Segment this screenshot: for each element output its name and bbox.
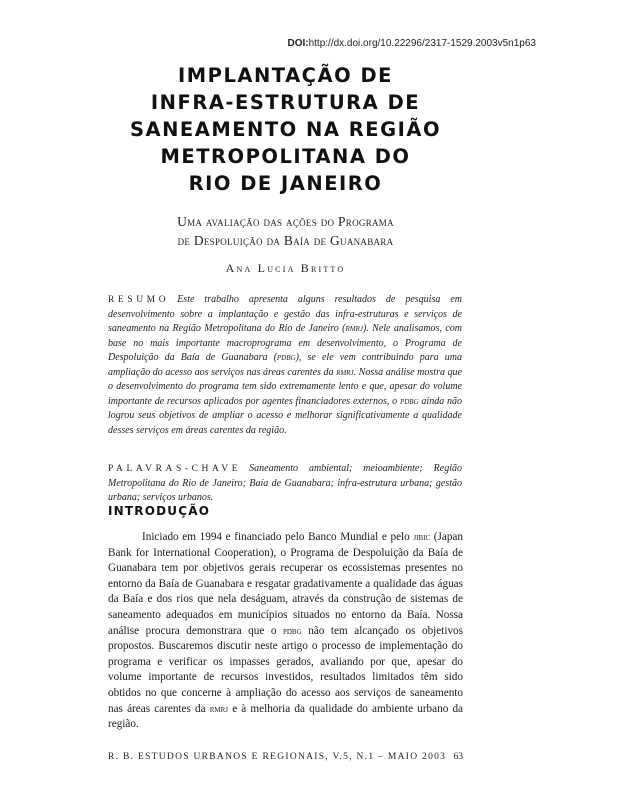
body-text: Iniciado em 1994 e financiado pelo Banco Mundial e pelo (142, 531, 414, 543)
abstract-label: RESUMO (108, 295, 170, 305)
keywords-text: Saneamento ambiental; meioambiente; Região Metropolitana do Rio de Janeiro; Baía de Guanabara; infra-estrutura urbana; gestão urbana; serviços urbanos. (108, 463, 462, 503)
doi-label: DOI: (287, 38, 309, 49)
subtitle-line: Uma avaliação das ações do Programa (177, 214, 394, 229)
acronym: rmrj (336, 367, 354, 378)
page-number: 63 (453, 752, 463, 762)
acronym: pdbg (282, 625, 302, 637)
abstract-text: ), se ele vem contribuindo para uma ampliação do acesso aos serviços nas áreas carentes da (108, 352, 462, 378)
title-line: INFRA-ESTRUTURA DE (150, 91, 421, 114)
acronym: rmrj (209, 703, 229, 715)
title-line: IMPLANTAÇÃO DE (178, 64, 393, 87)
acronym: pdbg (276, 353, 296, 363)
body-text: e à melhoria da qualidade do ambiente urbano da região. (108, 702, 464, 731)
title-line: RIO DE JANEIRO (188, 172, 383, 195)
subtitle-line: de Despoluição da Baía de Guanabara (177, 233, 394, 248)
page-footer (108, 752, 463, 766)
acronym: rmrj (345, 324, 363, 334)
doi-line (287, 38, 536, 49)
abstract-text: . Nossa análise mostra que o desenvolvimento do programa tem sido extremamente lento e que, apesar do volume importante de recursos aplicados por agentes financiadores externos, o (108, 366, 462, 407)
article-subtitle (108, 212, 463, 250)
abstract (108, 293, 462, 438)
doi-link[interactable]: http://dx.doi.org/10.22296/2317-1529.2003v5n1p63 (308, 38, 536, 49)
abstract-text: ). Nele analisamos, com base no mais importante macroprograma em desenvolvimento, o Programa de Despoluição da Baía de Guanabara ( (108, 323, 462, 363)
body-paragraph (108, 530, 463, 733)
acronym: jibic (413, 532, 431, 543)
journal-citation: R. B. ESTUDOS URBANOS E REGIONAIS, V.5, N.1 – MAIO 2003 (108, 752, 447, 762)
body-text: não tem alcançado os objetivos propostos. Buscaremos discutir neste artigo o processo de implementação do programa e verificar os impasses gerados, avaliando por que, apesar do volume importante de recursos investidos, resultados limitados têm sido obtidos no que concerne à ampliação do acesso aos serviços de saneamento nas áreas carentes da (108, 624, 463, 715)
abstract-text: ainda não logrou seus objetivos de ampliar o acesso e melhorar significativamente a qualidade desses serviços em áreas carentes da região. (108, 395, 462, 436)
section-heading: INTRODUÇÃO (108, 504, 211, 518)
article-title (108, 62, 463, 197)
keywords (108, 462, 462, 506)
keywords-label: PALAVRAS-CHAVE (108, 464, 242, 474)
abstract-text: Este trabalho apresenta alguns resultados de pesquisa em desenvolvimento sobre a implantação e gestão das infra-estruturas e serviços de saneamento na Região Metropolitana do Rio de Janeiro ( (108, 294, 462, 334)
title-line: METROPOLITANA DO (160, 145, 411, 168)
title-line: SANEAMENTO NA REGIÃO (129, 118, 442, 141)
acronym: pdbg (399, 396, 419, 407)
body-text: (Japan Bank for International Cooperation), o Programa de Despoluição da Baía de Guanabara tem por objetivos gerais recuperar os ecossistemas presentes no entorno da Baía de Guanabara e resgatar gradativamente a qualidade das águas da Baía e dos rios que nela deságuam, através da construção de sistemas de saneamento adequados em municípios situados no entorno da Baía. Nossa análise procura demonstrara que o (108, 531, 463, 637)
author-name: Ana Lucia Britto (225, 261, 346, 275)
